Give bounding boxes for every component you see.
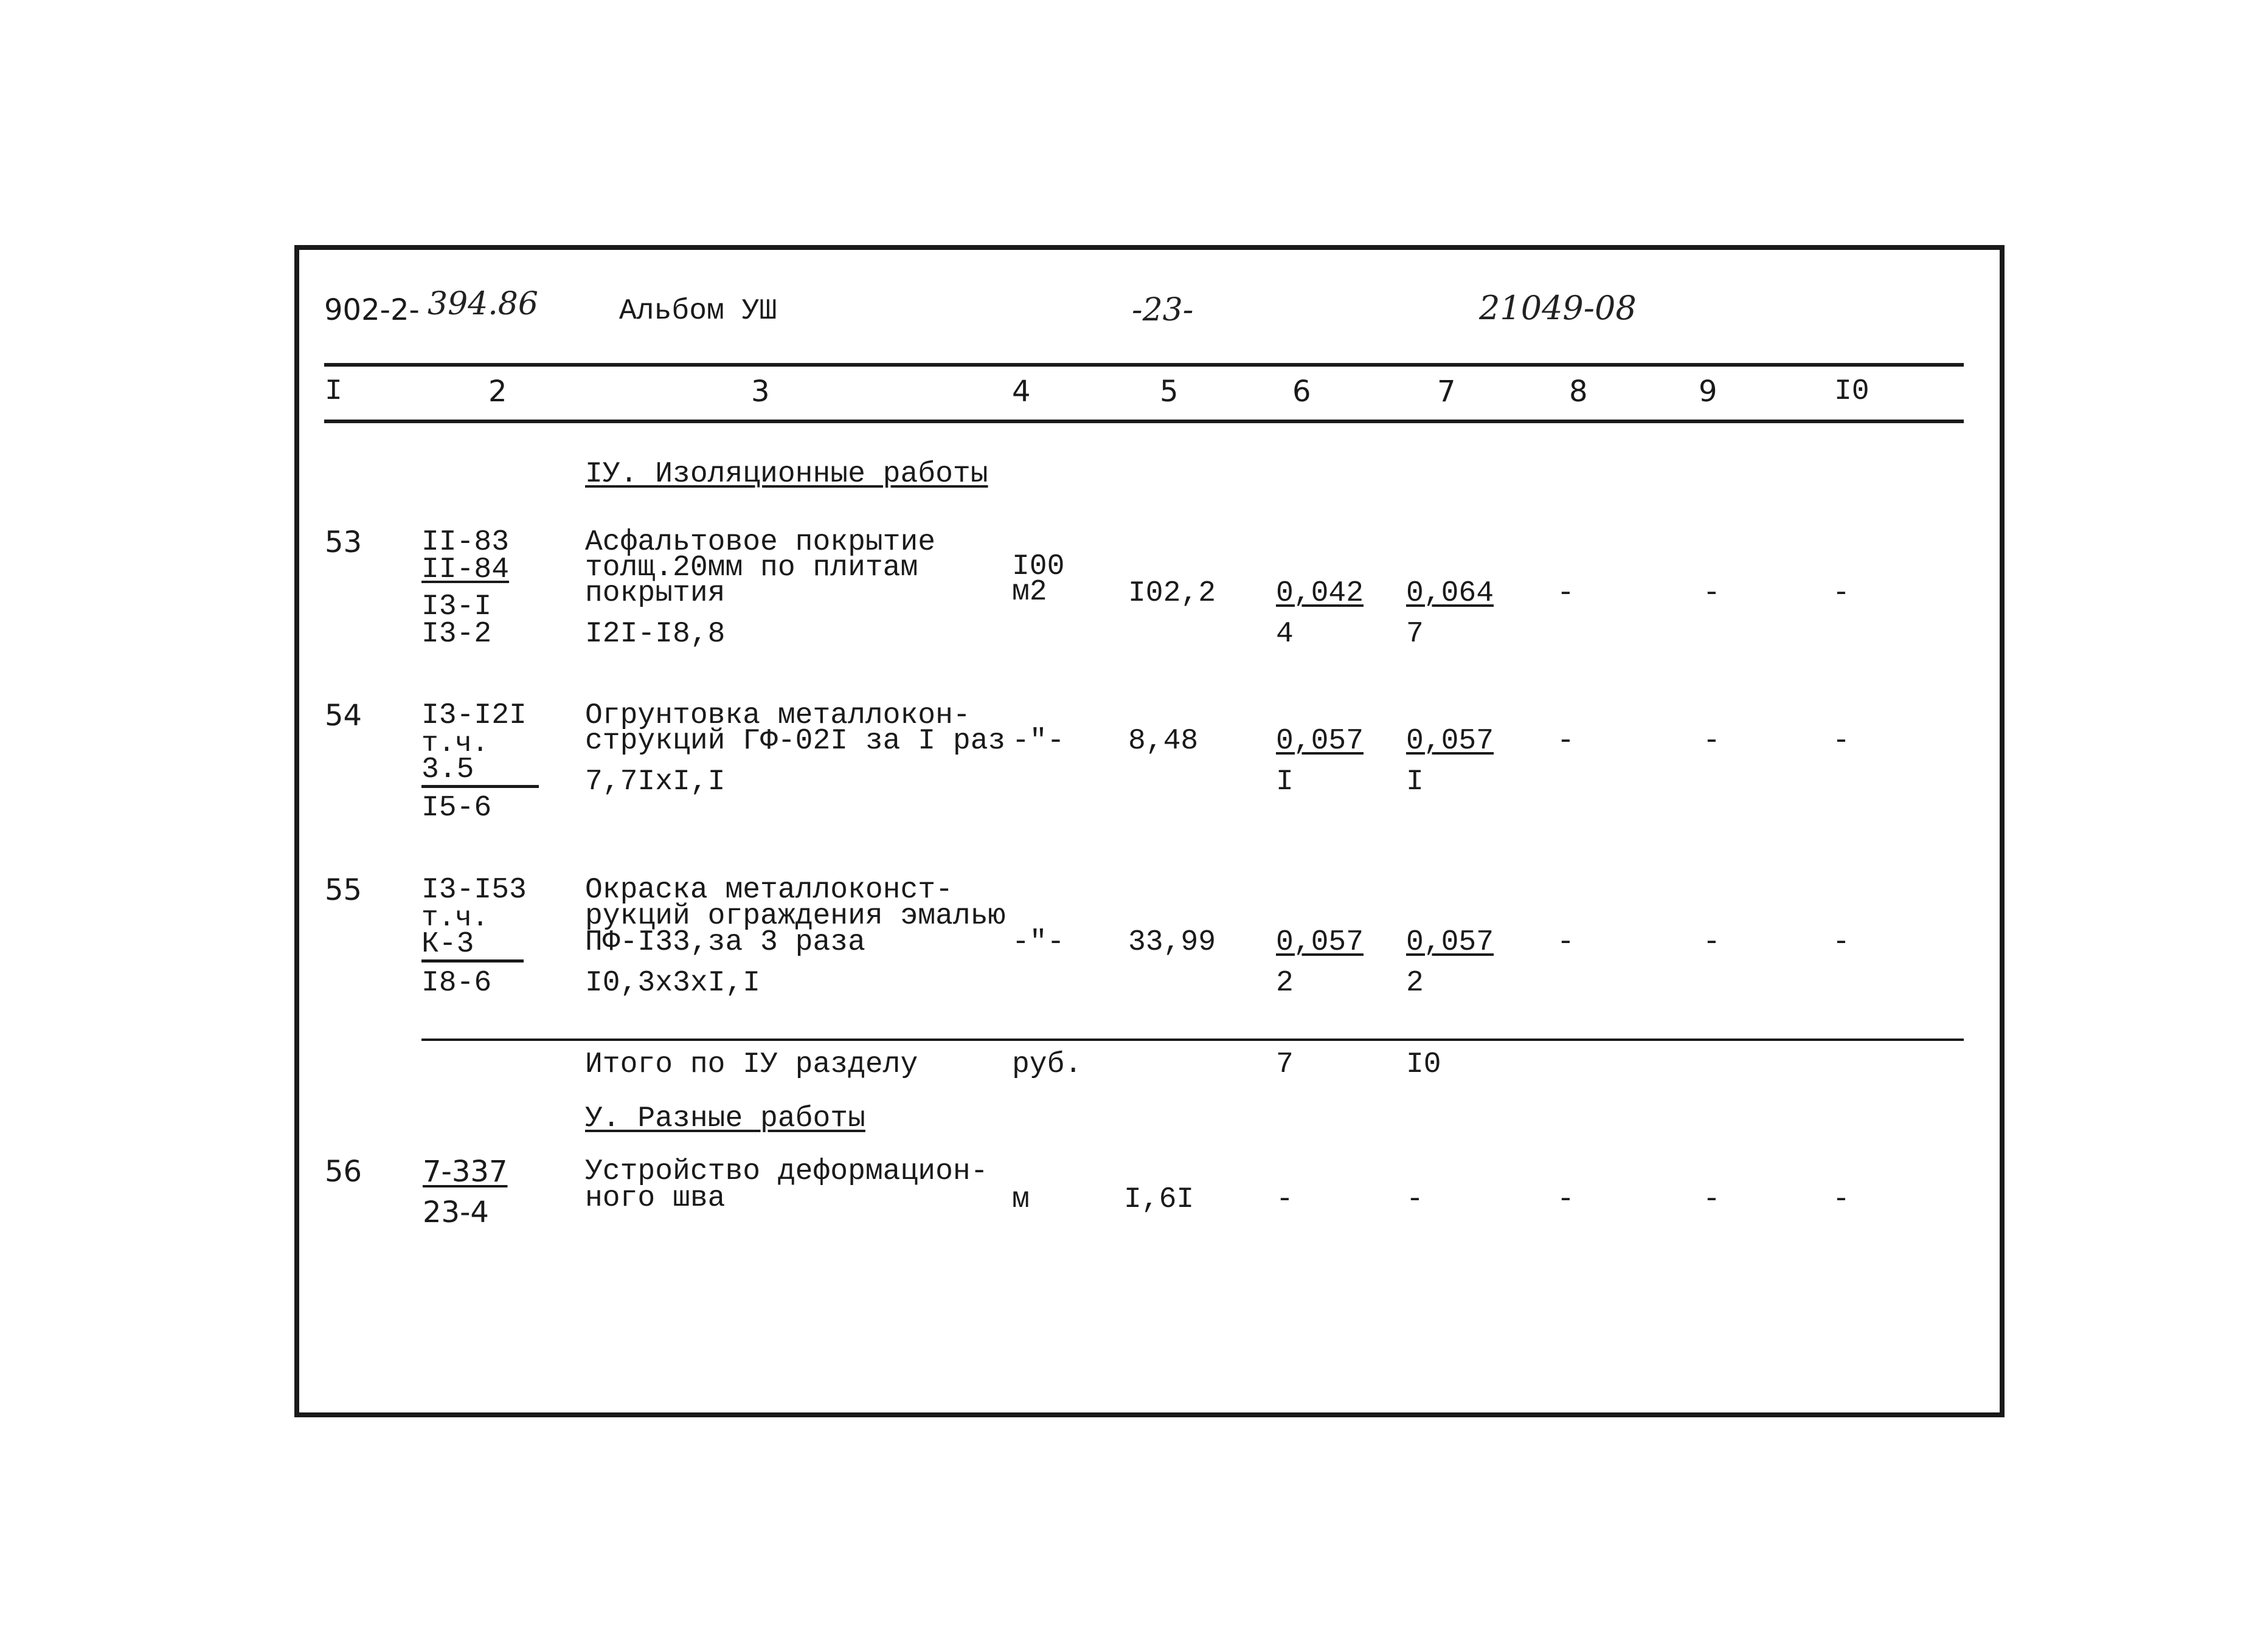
row-col8: - [1557, 725, 1575, 758]
row-code: т.ч. [421, 728, 489, 759]
row-col10: - [1832, 725, 1850, 758]
column-header-5: 5 [1160, 375, 1179, 409]
column-header-1: I [325, 375, 342, 408]
row-code: II-84 [421, 553, 510, 586]
row-description-line: Устройство деформацион- [585, 1155, 988, 1188]
row-code: I3-2 [421, 618, 492, 651]
row-col7-top: 0,057 [1406, 926, 1494, 959]
section-5-title: У. Разные работы [585, 1102, 865, 1135]
row-col9: - [1703, 577, 1721, 610]
row-description-line: ПФ-I33,за 3 раза [585, 926, 865, 959]
row-col7-bottom: 7 [1406, 618, 1424, 651]
row-col7-top: 0,057 [1406, 725, 1494, 758]
row-col8: - [1557, 577, 1575, 610]
section-4-title: IУ. Изоляционные работы [585, 458, 988, 491]
row-quantity: I,6I [1124, 1183, 1194, 1216]
row-col6-top: 0,042 [1276, 577, 1364, 610]
row-col9: - [1703, 926, 1721, 959]
row-unit: м2 [1012, 576, 1047, 609]
column-header-3: 3 [751, 375, 770, 409]
row-col9: - [1703, 725, 1721, 758]
row-quantity: 8,48 [1128, 725, 1199, 758]
row-description-line: струкций ГФ-02I за I раз [585, 725, 1006, 758]
row-code: I3-I [421, 590, 492, 623]
total-label: Итого по IУ разделу [585, 1048, 918, 1081]
row-number: 55 [325, 873, 362, 907]
column-header-9: 9 [1699, 375, 1717, 409]
album-label: Альбом УШ [619, 295, 777, 328]
row-description-line: ного шва [585, 1182, 726, 1215]
column-header-7: 7 [1437, 375, 1456, 409]
series-code: 902-2- [324, 293, 420, 327]
row-number: 54 [325, 699, 362, 733]
row-code: К-3 [421, 928, 474, 961]
row-col6: - [1276, 1183, 1294, 1216]
row-number: 56 [325, 1155, 362, 1189]
row-unit: м [1012, 1183, 1030, 1216]
row-formula: 7,7IxI,I [585, 766, 726, 798]
document-number: 21049-08 [1479, 289, 1637, 327]
row-col7: - [1406, 1183, 1424, 1216]
row-col8: - [1557, 926, 1575, 959]
page-number: -23- [1132, 292, 1194, 328]
row-description-line: толщ.20мм по плитам [585, 551, 918, 584]
header-rule-bottom [324, 420, 1964, 423]
row-code: I3-I2I [421, 699, 527, 732]
column-header-6: 6 [1292, 375, 1311, 409]
column-header-4: 4 [1012, 375, 1031, 409]
row-col10: - [1832, 1183, 1850, 1216]
row-code: 23-4 [423, 1195, 489, 1229]
row-code: I3-I53 [421, 874, 527, 907]
row-quantity: 33,99 [1128, 926, 1216, 959]
row-col8: - [1557, 1183, 1575, 1216]
total-rule [421, 1039, 1964, 1041]
row-col10: - [1832, 926, 1850, 959]
row-quantity: I02,2 [1128, 577, 1216, 610]
row-description-line: Огрунтовка металлокон- [585, 699, 971, 732]
row-col6-bottom: 2 [1276, 967, 1294, 1000]
row-col7-bottom: I [1406, 766, 1424, 798]
row-col7-top: 0,064 [1406, 577, 1494, 610]
row-col6-bottom: 4 [1276, 618, 1294, 651]
row-code: т.ч. [421, 902, 489, 934]
row-col6-bottom: I [1276, 766, 1294, 798]
column-header-8: 8 [1569, 375, 1588, 409]
column-header-10: I0 [1834, 375, 1870, 408]
row-col6-top: 0,057 [1276, 926, 1364, 959]
row-col7-bottom: 2 [1406, 967, 1424, 1000]
total-col7: I0 [1406, 1048, 1441, 1081]
row-description-line: Асфальтовое покрытие [585, 526, 936, 559]
row-formula: I0,3x3xI,I [585, 967, 761, 1000]
row-description-line: Окраска металлоконст- [585, 874, 953, 907]
header-rule-top [324, 363, 1964, 367]
row-code: II-83 [421, 526, 510, 559]
row-code: I8-6 [421, 967, 492, 1000]
row-unit: -"- [1012, 926, 1065, 959]
row-number: 53 [325, 525, 362, 559]
row-unit: -"- [1012, 725, 1065, 758]
row-col9: - [1703, 1183, 1721, 1216]
row-code: 3.5 [421, 753, 474, 786]
row-description-line: рукций ограждения эмалью [585, 900, 1006, 933]
series-number: 394.86 [428, 286, 538, 322]
column-header-2: 2 [488, 375, 507, 409]
row-code: 7-337 [423, 1155, 508, 1189]
total-unit: руб. [1012, 1048, 1083, 1081]
code-fraction-line [421, 959, 524, 963]
row-col6-top: 0,057 [1276, 725, 1364, 758]
row-description-line: покрытия [585, 577, 726, 610]
row-col10: - [1832, 577, 1850, 610]
row-unit: I00 [1012, 550, 1065, 583]
row-code: I5-6 [421, 792, 492, 824]
row-formula: I2I-I8,8 [585, 618, 726, 651]
total-col6: 7 [1276, 1048, 1294, 1081]
code-fraction-line [421, 785, 539, 788]
